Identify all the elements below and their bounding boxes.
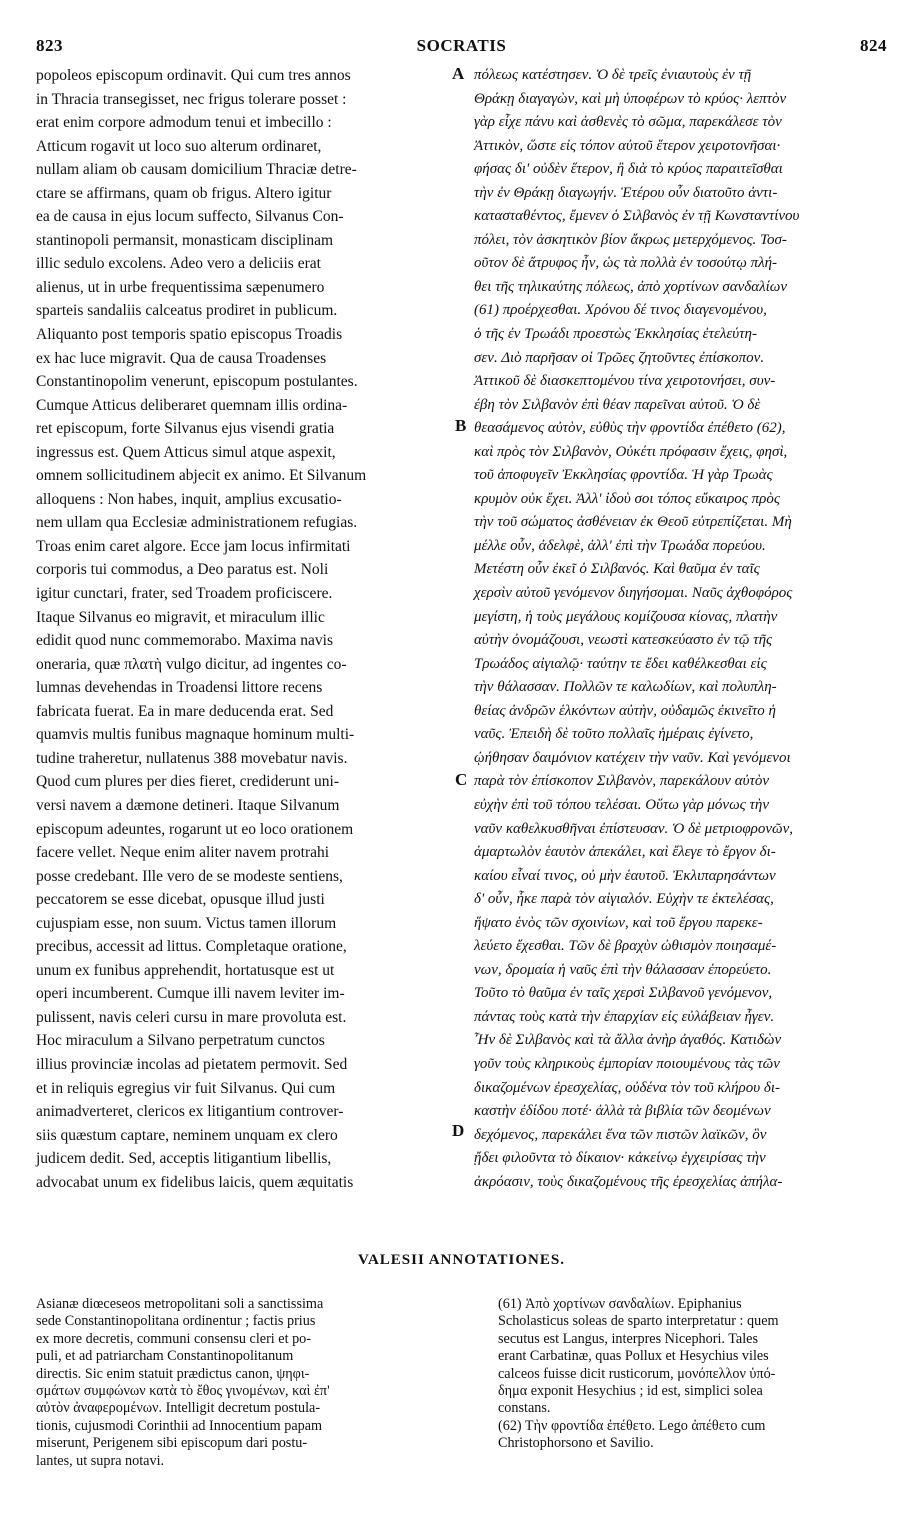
greek-text-line: τὴν τοῦ σώματος ἀσθένειαν ἐκ Θεοῦ εὐτρεπίζεται. Μὴ <box>474 514 792 531</box>
annotation-text-line: Christophorsono et Savilio. <box>498 1435 654 1452</box>
latin-text-line: ingressus est. Quem Atticus simul atque aspexit, <box>36 443 336 461</box>
latin-text-line: advocabat unum ex fidelibus laicis, quem æquitatis <box>36 1173 354 1191</box>
annotation-text-line: tionis, cujusmodi Corinthii ad Innocentium papam <box>36 1417 323 1434</box>
latin-text-line: popoleos episcopum ordinavit. Qui cum tres annos <box>36 67 351 84</box>
greek-text-line: Τοῦτο τὸ θαῦμα ἐν ταῖς χερσὶ Σιλβανοῦ γενόμενον, <box>474 985 773 1002</box>
greek-text-line: δ' οὖν, ἧκε παρὰ τὸν αἰγιαλόν. Εὐχὴν τε ἐκτελέσας, <box>474 891 774 908</box>
latin-text-line: Aliquanto post temporis spatio episcopus Troadis <box>36 326 343 344</box>
greek-text-line: δικαζομένων ἐρεσχελίας, οὐδένα τὸν τοῦ κλήρου δι- <box>474 1079 781 1096</box>
latin-text-line: fabricata fuerat. Ea in mare deducenda erat. Sed <box>36 702 334 720</box>
latin-text-line: igitur cunctari, frater, sed Troadem proficiscere. <box>36 585 333 603</box>
annotation-left-column <box>36 1296 452 1470</box>
greek-text-line: Μετέστη οὖν ἐκεῖ ὁ Σιλβανός. Καὶ θαῦμα ἐν ταῖς <box>474 561 760 578</box>
annotation-text-line: (62) Τὴν φροντίδα ἐπέθετο. Lego ἀπέθετο cum <box>498 1417 766 1434</box>
greek-text-line: καὶ πρὸς τὸν Σιλβανὸν, Οὐκέτι πρόφασιν ἔχεις, φησὶ, <box>474 443 788 460</box>
latin-text-line: ret episcopum, forte Silvanus ejus visendi gratia <box>36 420 335 438</box>
latin-text-line: ctare se affirmans, quam ob frigus. Altero igitur <box>36 184 332 202</box>
margin-marker-a: A <box>452 64 465 83</box>
greek-text-line: ναῦς. Ἐπειδὴ δὲ τοῦτο πολλαῖς ἡμέραις ἐγίνετο, <box>474 726 754 743</box>
greek-text-line: ὁ τῆς ἐν Τρωάδι προεστὼς Ἐκκλησίας ἐτελεύτη- <box>474 326 757 343</box>
page-number-left: 823 <box>36 36 63 55</box>
latin-text-line: episcopum adeuntes, rogarunt ut eo loco orationem <box>36 820 354 838</box>
latin-text-line: quamvis multis funibus magnaque hominum multi- <box>36 726 355 744</box>
latin-text-line: posse credebant. Ille vero de se modeste sentiens, <box>36 867 343 885</box>
greek-text-line: θει τῆς τηλικαύτης πόλεως, ἀπὸ χορτίνων σανδαλίων <box>474 278 788 295</box>
annotation-text-line: calceos fuisse dicit rusticorum, μονόπελλον ὑπό- <box>498 1365 776 1382</box>
latin-text-line: precibus, accessit ad littus. Completaque oratione, <box>36 938 347 956</box>
latin-text-line: edidit quod nunc commemorabo. Maxima navis <box>36 632 334 650</box>
greek-text-line: φήσας δι' οὐδὲν ἕτερον, ἢ διὰ τὸ κρύος παραιτεῖσθαι <box>474 161 783 178</box>
greek-text-line: καστὴν ἐδίδου ποτέ· ἀλλὰ τὰ βιβλία τῶν δεομένων <box>474 1103 771 1120</box>
greek-text-line: θείας ἀνδρῶν ἑλκόντων αὐτὴν, οὐδαμῶς ἐκινεῖτο ἡ <box>474 702 776 719</box>
greek-text-line: χερσὶν αὐτοῦ γενόμενον διηγήσομαι. Ναῦς ἀχθοφόρος <box>474 585 793 602</box>
latin-text-line: alienus, ut in urbe frequentissima sæpenumero <box>36 278 325 296</box>
latin-text-line: in Thracia transegisset, nec frigus tolerare posset : <box>36 90 347 108</box>
greek-text-line: δεχόμενος, παρεκάλει ἕνα τῶν πιστῶν λαϊκῶν, ὃν <box>474 1126 767 1143</box>
greek-text-line: ᾠήθησαν δαιμόνιον κατέχειν τὴν ναῦν. Καὶ γενόμενοι <box>474 749 791 766</box>
greek-text-line: ᾔδει φιλοῦντα τὸ δίκαιον· κἀκείνῳ ἐγχειρίσας τὴν <box>474 1150 766 1167</box>
latin-text-line: sparteis sandaliis calceatus prodiret in publicum. <box>36 302 338 320</box>
latin-text-line: tudine traheretur, nullatenus 388 movebatur navis. <box>36 749 348 767</box>
latin-text-line: siis quæstum captare, neminem unquam ex clero <box>36 1126 338 1144</box>
annotations-heading: VALESII ANNOTATIONES. <box>358 1252 565 1268</box>
latin-text-line: ex hac luce migravit. Qua de causa Troadenses <box>36 349 327 367</box>
latin-text-line: illius provinciæ incolas ad pietatem permovit. Sed <box>36 1055 348 1073</box>
annotation-text-line: directis. Sic enim statuit prædictus canon, ψηφι- <box>36 1365 310 1382</box>
latin-text-line: unum ex funibus apprehendit, hortatusque est ut <box>36 961 335 979</box>
latin-text-line: Itaque Silvanus eo migravit, et miraculum illic <box>36 608 325 626</box>
greek-text-line: πόλεως κατέστησεν. Ὁ δὲ τρεῖς ἐνιαυτοὺς ἐν τῇ <box>474 67 752 83</box>
greek-text-line: Ἀττικοῦ δὲ διασκεπτομένου τίνα χειροτονήσει, συν- <box>474 373 776 390</box>
annotation-text-line: σμάτων συμφώνων κατὰ τὸ ἔθος γινομένων, καὶ ἐπ' <box>36 1383 330 1400</box>
annotation-text-line: puli, et ad patriarcham Constantinopolitanum <box>36 1348 294 1365</box>
greek-text-line: Θράκῃ διαγαγὼν, καὶ μὴ ὑποφέρων τὸ κρύος· λεπτὸν <box>474 90 787 107</box>
annotation-text-line: δημα exponit Hesychius ; id est, simplici solea <box>498 1383 763 1400</box>
greek-text-line: τὴν ἐν Θράκῃ διαγωγήν. Ἑτέρου οὖν διατοῦτο ἀντι- <box>474 184 778 201</box>
latin-text-line: alloquens : Non habes, inquit, amplius excusatio- <box>36 490 342 508</box>
latin-text-line: lumnas devehendas in Troadensi littore recens <box>36 679 323 697</box>
latin-text-line: Quod cum plures per dies fieret, crediderunt uni- <box>36 773 340 791</box>
greek-text-line: μεγίστη, ἡ τοὺς μεγάλους κομίζουσα κίονας, πλατὴν <box>474 608 778 625</box>
greek-text-line: πόλει, τὸν ἀσκητικὸν βίον ἄκρως μετερχόμενος. Τοσ- <box>474 231 787 248</box>
greek-text-line: (61) προέρχεσθαι. Χρόνου δέ τινος διαγενομένου, <box>474 302 767 319</box>
annotation-right-column <box>498 1296 902 1453</box>
latin-text-line: judicem dedit. Sed, acceptis litigantium libellis, <box>36 1150 332 1168</box>
latin-text-line: facere vellet. Neque enim aliter navem protrahi <box>36 844 330 862</box>
greek-text-line: πάντας τοὺς κατὰ τὴν ἐπαρχίαν εἰς εὐλάβειαν ἦγεν. <box>474 1008 775 1025</box>
annotation-text-line: constans. <box>498 1400 551 1417</box>
latin-text-line: illic sedulo excolens. Adeo vero a deliciis erat <box>36 255 321 273</box>
greek-text-line: ἁμαρτωλὸν ἑαυτὸν ἀπεκάλει, καὶ ἔλεγε τὸ ἔργον δι- <box>474 844 776 861</box>
greek-text-line: Ἦν δὲ Σιλβανὸς καὶ τὰ ἄλλα ἀνὴρ ἀγαθός. Κατιδὼν <box>474 1032 782 1049</box>
latin-text-line: peccatorem se esse dicebat, opusque illud justi <box>36 891 325 909</box>
greek-text-line: μέλλε οὖν, ἀδελφὲ, ἀλλ' ἐπὶ τὴν Τρωάδα πορεύου. <box>474 537 766 554</box>
margin-marker-d: D <box>452 1121 465 1140</box>
margin-marker-b: B <box>455 416 467 435</box>
greek-text-line: τὴν θάλασσαν. Πολλῶν τε καλωδίων, καὶ πολυπλη- <box>474 679 777 696</box>
latin-text-line: Atticum rogavit ut loco suo alterum ordinaret, <box>36 137 322 155</box>
latin-text-line: Troas enim caret algore. Ecce jam locus infirmitati <box>36 537 351 555</box>
latin-text-line: versi navem a dæmone detineri. Itaque Silvanum <box>36 796 340 814</box>
greek-text-line: ναῦν καθελκυσθῆναι ἐπίστευσαν. Ὁ δὲ μετριοφρονῶν, <box>474 820 794 837</box>
running-title: SOCRATIS <box>416 36 507 55</box>
latin-text-line: pulissent, navis celeri cursu in mare provoluta est. <box>36 1008 347 1026</box>
latin-text-line: Hoc miraculum a Silvano perpetratum cunctos <box>36 1032 325 1050</box>
greek-text-line: νων, δρομαία ἡ ναῦς ἐπὶ τὴν θάλασσαν ἐπορεύετο. <box>474 961 772 978</box>
greek-text-line: αὐτὴν ὀνομάζουσι, νεωστὶ κατεσκεύαστο ἐν τῷ τῆς <box>474 632 773 649</box>
greek-text-line: κρυμὸν οὐκ ἔχει. Ἀλλ' ἰδοὺ σοι τόπος εὔκαιρος πρὸς <box>474 490 780 507</box>
greek-text-line: παρὰ τὸν ἐπίσκοπον Σιλβανὸν, παρεκάλουν αὐτὸν <box>474 773 769 790</box>
greek-text-line: γὰρ εἶχε πάνυ καὶ ἀσθενὲς τὸ σῶμα, παρεκάλεσε τὸν <box>474 114 782 131</box>
latin-text-line: corporis tui commodus, a Deo paratus est. Noli <box>36 561 329 579</box>
greek-text-line: Τρωάδος αἰγιαλῷ· ταύτην τε ἔδει καθέλκεσθαι εἰς <box>474 655 767 672</box>
latin-text-line: Constantinopolim venerunt, episcopum postulantes. <box>36 373 358 391</box>
latin-text-line: nem ullam qua Ecclesiæ administrationem refugias. <box>36 514 358 532</box>
latin-text-line: et in reliquis egregius vir fuit Silvanus. Qui cum <box>36 1079 336 1097</box>
latin-text-line: cujuspiam esse, non suum. Victus tamen illorum <box>36 914 337 932</box>
margin-marker-c: C <box>455 770 468 789</box>
latin-text-line: Cumque Atticus deliberaret quemnam illis ordina- <box>36 396 348 414</box>
greek-text-line: οῦτον δὲ ἄτρυφος ἦν, ὡς τὰ πολλὰ ἐν τοσούτῳ πλή- <box>474 255 778 272</box>
latin-column <box>36 64 454 1194</box>
page-number-right: 824 <box>860 36 887 55</box>
latin-text-line: operi incumberent. Cumque illi navem leviter im- <box>36 985 345 1003</box>
greek-text-line: γοῦν τοὺς κληρικοὺς ἐμπορίαν ποιουμένους τὰς τῶν <box>474 1055 780 1072</box>
annotation-text-line: erant Carbatinæ, quas Pollux et Hesychius viles <box>498 1348 769 1365</box>
annotation-text-line: miserunt, Perigenem sibi episcopum dari postu- <box>36 1435 308 1452</box>
latin-text-line: ea de causa in ejus locum suffecto, Silvanus Con- <box>36 208 344 226</box>
latin-text-line: oneraria, quæ πλατὴ vulgo dicitur, ad ingentes co- <box>36 655 347 673</box>
annotation-text-line: Asianæ diœceseos metropolitani soli a sanctissima <box>36 1296 324 1312</box>
greek-text-line: έβη τὸν Σιλβανὸν ἐπὶ θέαν παρεῖναι αὐτοῦ. Ὁ δὲ <box>474 396 761 413</box>
annotation-text-line: ex more decretis, communi consensu cleri et po- <box>36 1330 311 1347</box>
annotation-text-line: αὐτὸν ἀναφερομένων. Intelligit decretum postula- <box>36 1400 321 1417</box>
latin-text-line: nullam aliam ob causam domicilium Thraciæ detre- <box>36 161 357 179</box>
greek-text-line: Ἀττικὸν, ὥστε εἰς τόπον αὐτοῦ ἕτερον χειροτονῆσαι· <box>474 137 781 154</box>
greek-column <box>474 64 886 1194</box>
latin-text-line: stantinopoli permansit, monasticam disciplinam <box>36 231 334 249</box>
annotation-text-line: secutus est Langus, interpres Nicephori. Tales <box>498 1330 758 1347</box>
annotation-text-line: Scholasticus soleas de sparto interpretatur : quem <box>498 1313 779 1330</box>
greek-text-line: θεασάμενος αὐτὸν, εὐθὺς τὴν φροντίδα ἐπέθετο (62), <box>474 420 786 437</box>
annotation-text-line: (61) Ἀπὸ χορτίνων σανδαλίων. Epiphanius <box>498 1296 742 1312</box>
latin-text-line: animadverteret, clericos ex litigantium controver- <box>36 1103 344 1121</box>
annotation-text-line: lantes, ut supra notavi. <box>36 1452 165 1469</box>
annotation-text-line: sede Constantinopolitana ordinentur ; factis prius <box>36 1313 316 1330</box>
greek-text-line: σεν. Διὸ παρῆσαν οἱ Τρῶες ζητοῦντες ἐπίσκοπον. <box>474 349 765 366</box>
greek-text-line: καίου εἶναί τινος, οὐ μὴν ἑαυτοῦ. Ἐκλιπαρησάντων <box>474 867 776 884</box>
greek-text-line: τοῦ ἀποφυγεῖν Ἐκκλησίας φροντίδα. Ἡ γὰρ Τρωὰς <box>474 467 773 484</box>
greek-text-line: κατασταθέντος, ἔμενεν ὁ Σιλβανὸς ἐν τῇ Κωνσταντίνου <box>474 208 800 225</box>
greek-text-line: εὐχὴν ἐπὶ τοῦ τόπου τελέσαι. Οὕτω γὰρ μόνως τὴν <box>474 796 769 813</box>
latin-text-line: omnem sollicitudinem abjecit ex animo. Et Silvanum <box>36 467 367 485</box>
greek-text-line: ἀκρόασιν, τοὺς δικαζομένους τῆς ἐρεσχελίας ἀπήλα- <box>474 1173 783 1190</box>
greek-text-line: λεύετο ἔχεσθαι. Τῶν δὲ βραχὺν ὠθισμὸν ποιησαμέ- <box>474 938 777 955</box>
latin-text-line: erat enim corpore admodum tenui et imbecillo : <box>36 114 332 132</box>
greek-text-line: ἥψατο ἑνὸς τῶν σχοινίων, καὶ τοῦ ἔργου παρεκε- <box>474 914 763 931</box>
